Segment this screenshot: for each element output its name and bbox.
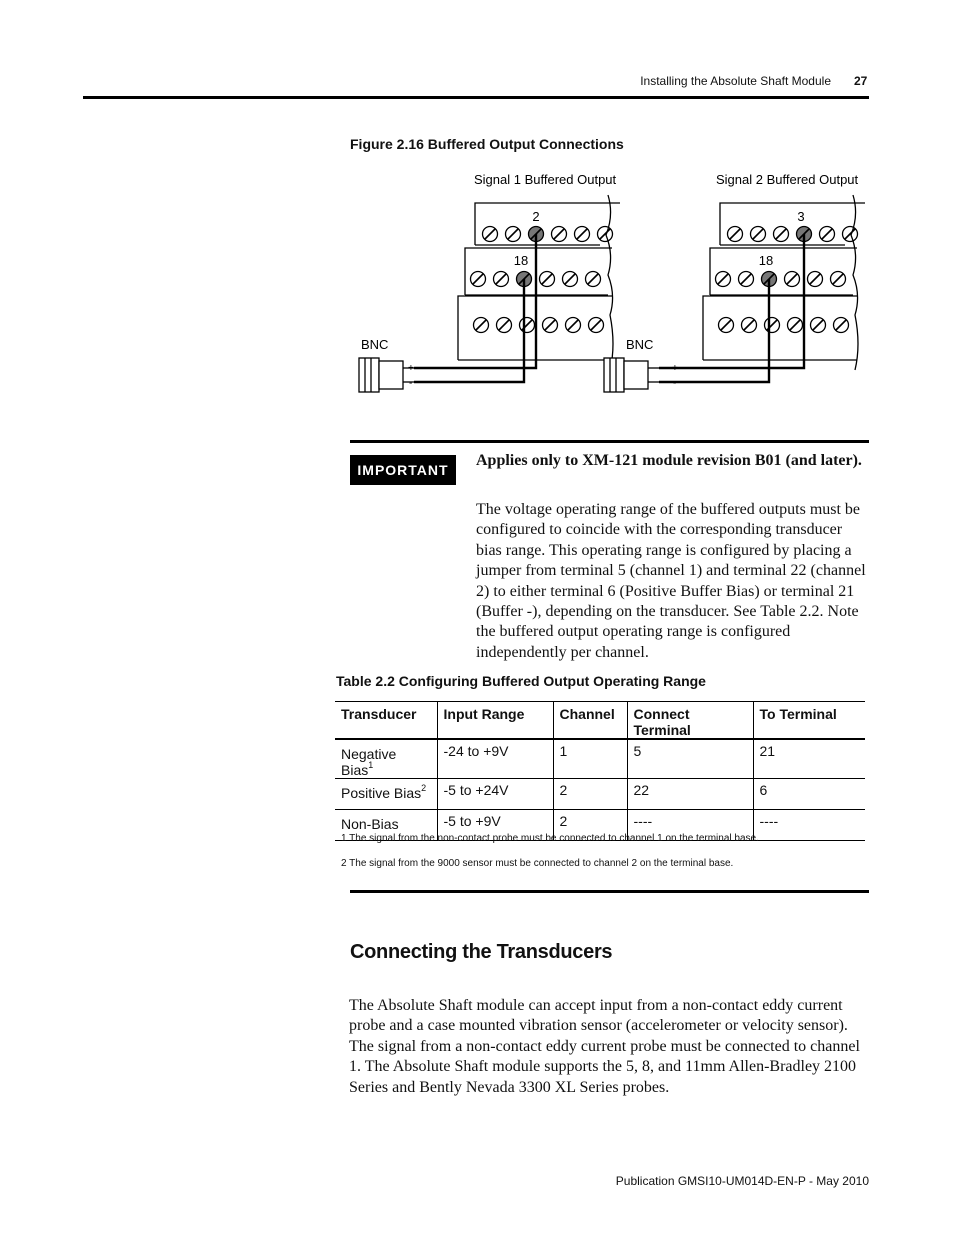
table-row — [335, 739, 865, 779]
terminal-strip-top — [720, 203, 865, 245]
right-mid-terminal-number: 18 — [758, 253, 774, 268]
right-plus-sign: + — [672, 363, 678, 374]
operating-range-table — [335, 701, 865, 841]
table-row — [335, 779, 865, 810]
cell-channel: 2 — [553, 779, 627, 810]
cell-transducer — [335, 739, 437, 779]
table-caption: Table 2.2 Configuring Buffered Output Operating Range — [336, 673, 706, 689]
col-header-connect-terminal: Connect Terminal — [627, 702, 753, 740]
section-body: The Absolute Shaft module can accept input from a non-contact eddy current probe and a case mounted vibration sensor (accelerometer or velocity sensor). The signal from a non-contact eddy current probe must be connected to channel 1. The Absolute Shaft module supports the 5, 8, and 11mm Allen-Bradley 2100 Series and Bently Nevada 3300 XL Series probes. — [349, 997, 860, 1096]
transducer-name: Positive Bias — [341, 785, 422, 801]
important-body: The voltage operating range of the buffered outputs must be configured to coincide with the corresponding transducer bias range. This operating range is configured by placing a jumper from terminal 5 (channel 1) and terminal 22 (channel 2) to either terminal 6 (Positive Buffer Bias) or terminal 21 (Buffer -), depending on the transducer. See Table 2.2. Note the buffered output operating range is configured independently per channel. — [476, 501, 866, 661]
cell-to-terminal: 21 — [753, 739, 865, 779]
left-top-terminal-number: 2 — [532, 209, 540, 224]
col-header-input-range: Input Range — [437, 702, 553, 740]
left-mid-terminal-number: 18 — [513, 253, 529, 268]
col-header-to-terminal: To Terminal — [753, 702, 865, 740]
transducer-name: Non-Bias — [341, 816, 399, 832]
section-heading: Connecting the Transducers — [350, 941, 613, 963]
right-minus-sign: - — [673, 378, 677, 389]
running-header-title: Installing the Absolute Shaft Module — [640, 74, 831, 88]
bnc-connector-neck — [624, 361, 648, 389]
bnc-connector-body — [359, 358, 379, 392]
cell-input-range: -5 to +24V — [437, 779, 553, 810]
left-bnc-label: BNC — [361, 337, 389, 352]
important-badge: IMPORTANT — [350, 455, 456, 485]
cell-connect-terminal: 5 — [627, 739, 753, 779]
right-top-terminal-number: 3 — [797, 209, 805, 224]
right-bnc-label: BNC — [626, 337, 654, 352]
header-rule — [83, 96, 869, 99]
cell-channel: 1 — [553, 739, 627, 779]
col-header-channel: Channel — [553, 702, 627, 740]
cell-transducer — [335, 779, 437, 810]
cell-channel: 2 — [553, 810, 627, 841]
terminal-strip-top — [475, 203, 620, 245]
page-number: 27 — [854, 74, 868, 88]
footnote-ref: 2 — [421, 783, 427, 793]
col-header-transducer: Transducer — [335, 702, 437, 740]
cell-input-range: -24 to +9V — [437, 739, 553, 779]
table-footnote-1: 1 The signal from the non-contact probe must be connected to channel 1 on the terminal base. — [341, 833, 759, 844]
cell-input-range: -5 to +9V — [437, 810, 553, 841]
terminal-block-edge — [606, 195, 613, 370]
cell-to-terminal: 6 — [753, 779, 865, 810]
important-bottom-rule — [350, 890, 869, 893]
left-plus-sign: + — [408, 363, 414, 374]
buffered-output-diagram — [350, 165, 870, 410]
transducer-name: Negative Bias — [341, 746, 397, 778]
bnc-connector-neck — [379, 361, 403, 389]
cell-connect-terminal: 22 — [627, 779, 753, 810]
important-top-rule — [350, 440, 869, 443]
right-diagram-title: Signal 2 Buffered Output — [716, 172, 859, 187]
footnote-ref: 1 — [368, 760, 374, 770]
publication-footer: Publication GMSI10-UM014D-EN-P - May 2010 — [615, 1174, 869, 1188]
cell-to-terminal: ---- — [753, 810, 865, 841]
bnc-connector-body — [604, 358, 624, 392]
cell-connect-terminal: ---- — [627, 810, 753, 841]
signal-wire — [659, 234, 804, 368]
table-header-row — [335, 702, 865, 740]
table-footnote-2: 2 The signal from the 9000 sensor must be connected to channel 2 on the terminal base. — [341, 858, 734, 869]
left-diagram-title: Signal 1 Buffered Output — [474, 172, 617, 187]
figure-caption: Figure 2.16 Buffered Output Connections — [350, 136, 624, 152]
left-minus-sign: - — [409, 378, 413, 389]
terminal-block-edge — [851, 195, 858, 370]
important-heading: Applies only to XM-121 module revision B01 (and later). — [476, 452, 862, 469]
